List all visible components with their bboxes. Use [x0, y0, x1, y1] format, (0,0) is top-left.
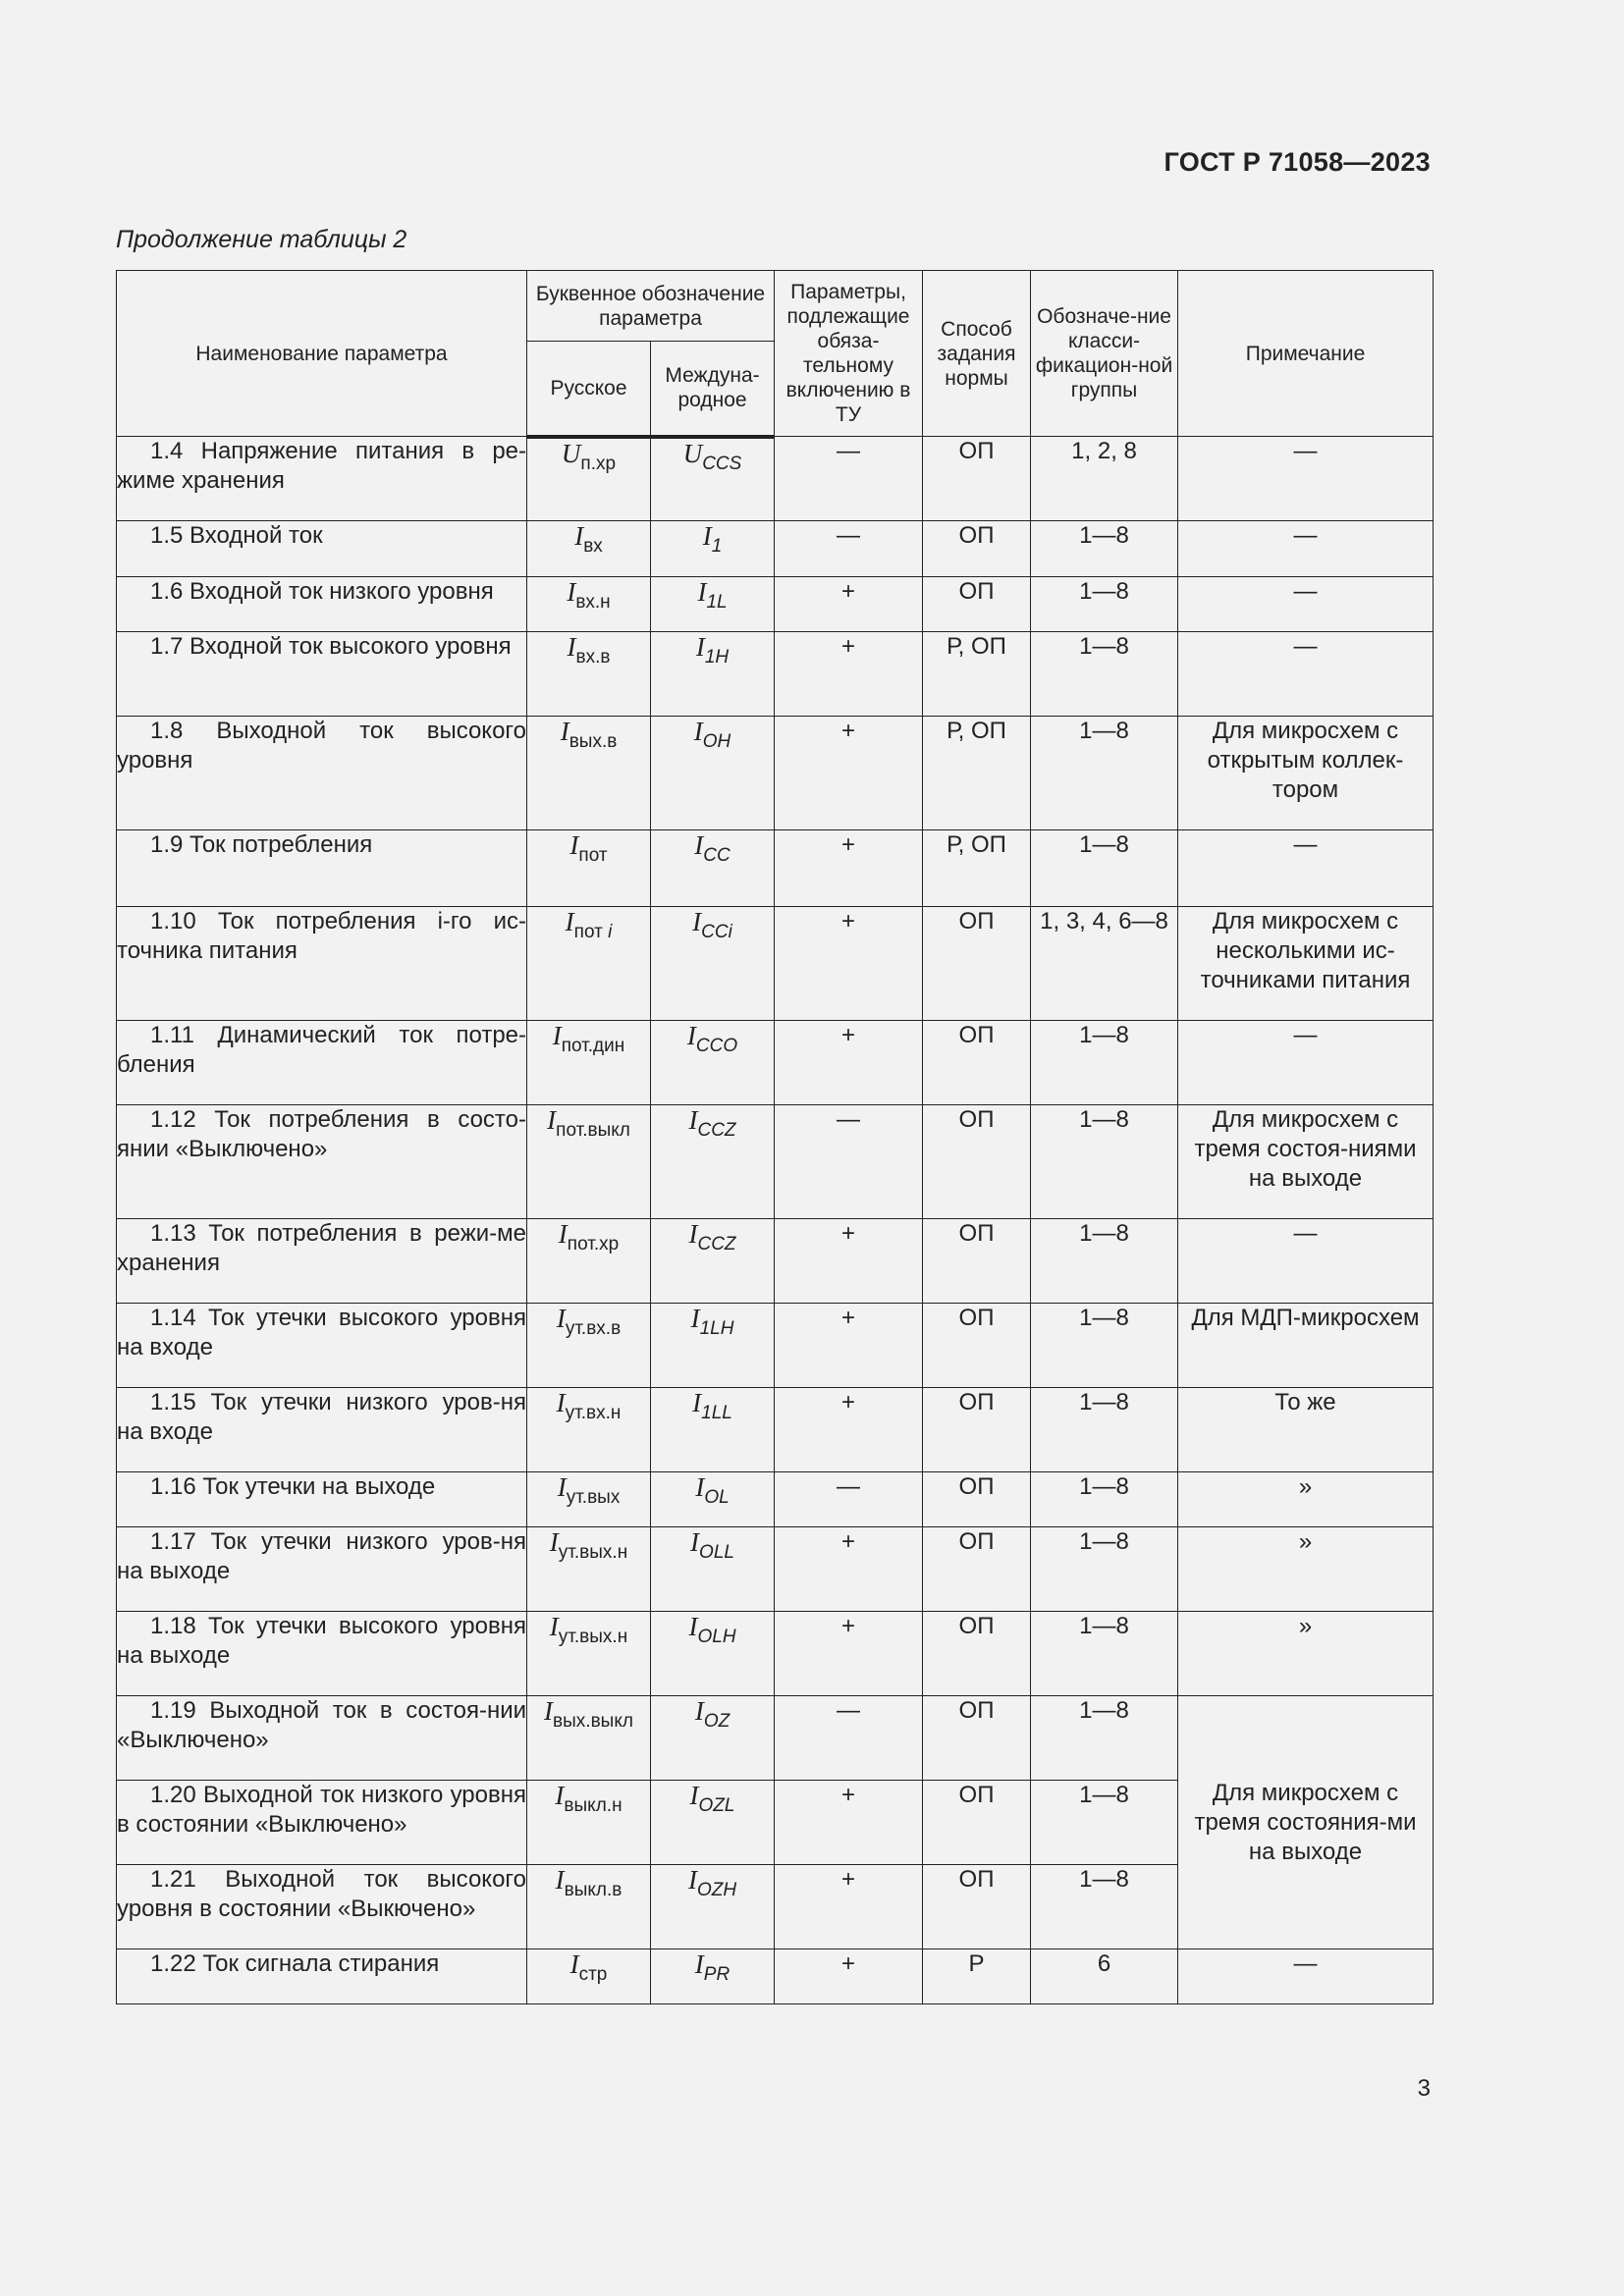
cell-international-symbol — [651, 1388, 775, 1472]
symbol-subscript: 1 — [711, 536, 723, 557]
cell-international-symbol — [651, 717, 775, 830]
cell-mandatory: + — [775, 1021, 923, 1105]
table-row — [117, 521, 1434, 577]
cell-international-symbol — [651, 1527, 775, 1612]
cell-parameter-name — [117, 1949, 527, 2004]
symbol-subscript: CCi — [701, 922, 732, 942]
parameter-name: Ток потребления i-го ис-точника питания — [117, 908, 526, 964]
cell-mandatory: + — [775, 1865, 923, 1949]
parameter-name: Входной ток низкого уровня — [189, 578, 494, 605]
cell-parameter-name — [117, 1021, 527, 1105]
symbol-main: I — [567, 632, 576, 662]
cell-class-group: 1—8 — [1031, 1021, 1178, 1105]
cell-russian-symbol — [527, 1105, 651, 1219]
cell-mandatory: + — [775, 1612, 923, 1696]
symbol-subscript: 1LL — [701, 1403, 732, 1423]
symbol-main: I — [687, 1865, 697, 1895]
cell-international-symbol — [651, 1105, 775, 1219]
symbol-subscript: OZL — [698, 1795, 735, 1816]
symbol-main: I — [547, 1105, 557, 1135]
cell-parameter-name — [117, 1472, 527, 1527]
cell-note: Для микросхем с тремя состоя-ниями на выходе — [1178, 1105, 1434, 1219]
cell-international-symbol — [651, 1021, 775, 1105]
cell-parameter-name — [117, 830, 527, 907]
cell-parameter-name — [117, 1781, 527, 1865]
table-row — [117, 1472, 1434, 1527]
parameter-number: 1.16 — [150, 1473, 196, 1500]
cell-class-group: 1—8 — [1031, 1219, 1178, 1304]
cell-mandatory: + — [775, 1781, 923, 1865]
cell-note: То же — [1178, 1388, 1434, 1472]
parameter-name: Входной ток — [189, 522, 323, 549]
header-method: Способ задания нормы — [923, 271, 1031, 437]
symbol-subscript: OH — [702, 731, 731, 752]
table-row — [117, 1612, 1434, 1696]
cell-note: » — [1178, 1472, 1434, 1527]
header-russian: Русское — [527, 342, 651, 437]
cell-parameter-name — [117, 1696, 527, 1781]
cell-international-symbol — [651, 1949, 775, 2004]
symbol-main: U — [682, 438, 703, 468]
cell-note: — — [1178, 830, 1434, 907]
symbol-subscript: выкл.в — [564, 1880, 623, 1900]
parameter-number: 1.21 — [150, 1866, 196, 1893]
cell-mandatory: — — [775, 1105, 923, 1219]
parameter-number: 1.4 — [150, 438, 184, 464]
symbol-main: I — [686, 1021, 696, 1050]
cell-international-symbol — [651, 907, 775, 1021]
cell-mandatory: + — [775, 1527, 923, 1612]
cell-international-symbol — [651, 1472, 775, 1527]
cell-mandatory: + — [775, 907, 923, 1021]
symbol-subscript: PR — [703, 1964, 731, 1985]
table-row — [117, 1021, 1434, 1105]
cell-method: ОП — [923, 521, 1031, 577]
parameter-number: 1.19 — [150, 1697, 196, 1724]
cell-russian-symbol — [527, 521, 651, 577]
cell-method: ОП — [923, 907, 1031, 1021]
cell-mandatory: — — [775, 437, 923, 521]
symbol-main: I — [702, 521, 712, 551]
symbol-main: U — [561, 438, 581, 468]
parameter-number: 1.14 — [150, 1305, 196, 1331]
cell-method: ОП — [923, 1527, 1031, 1612]
header-mandatory: Параметры, подлежащие обяза-тельному включению в ТУ — [775, 271, 923, 437]
symbol-main: I — [697, 577, 707, 607]
cell-mandatory: + — [775, 1304, 923, 1388]
cell-class-group: 1—8 — [1031, 521, 1178, 577]
cell-russian-symbol — [527, 1219, 651, 1304]
parameter-name: Ток утечки высокого уровня на выходе — [117, 1613, 526, 1669]
parameter-name: Ток утечки низкого уров-ня на выходе — [117, 1528, 526, 1584]
symbol-main: I — [556, 1304, 566, 1333]
symbol-main: I — [569, 830, 579, 860]
header-note: Примечание — [1178, 271, 1434, 437]
cell-note: — — [1178, 1949, 1434, 2004]
parameter-name: Выходной ток низкого уровня в состоянии «Выключено» — [117, 1782, 526, 1838]
parameter-number: 1.10 — [150, 908, 196, 934]
table-row — [117, 577, 1434, 632]
cell-parameter-name — [117, 1527, 527, 1612]
table-row — [117, 717, 1434, 830]
symbol-subscript: пот — [578, 845, 608, 866]
parameter-number: 1.15 — [150, 1389, 196, 1415]
symbol-main: I — [692, 1388, 702, 1417]
parameter-number: 1.20 — [150, 1782, 196, 1808]
cell-class-group: 1, 2, 8 — [1031, 437, 1178, 521]
cell-method: ОП — [923, 1781, 1031, 1865]
cell-parameter-name — [117, 1612, 527, 1696]
symbol-subscript: п.хр — [580, 453, 617, 474]
symbol-main: I — [693, 717, 703, 746]
symbol-main: I — [694, 1696, 704, 1726]
symbol-subscript: CCZ — [697, 1234, 736, 1255]
cell-russian-symbol — [527, 1696, 651, 1781]
symbol-subscript: ут.вх.в — [565, 1318, 622, 1339]
parameter-name: Ток утечки высокого уровня на входе — [117, 1305, 526, 1361]
cell-russian-symbol — [527, 1388, 651, 1472]
parameter-number: 1.18 — [150, 1613, 196, 1639]
cell-russian-symbol — [527, 437, 651, 521]
parameter-name: Ток утечки низкого уров-ня на входе — [117, 1389, 526, 1445]
symbol-subscript: CCZ — [697, 1120, 736, 1141]
parameter-name: Напряжение питания в ре-жиме хранения — [117, 438, 527, 494]
header-class-group: Обозначе-ние класси-фикацион-ной группы — [1031, 271, 1178, 437]
table-row — [117, 1219, 1434, 1304]
parameter-number: 1.11 — [150, 1022, 194, 1048]
parameter-name: Выходной ток высокого уровня в состоянии «Выкючено» — [117, 1866, 526, 1922]
symbol-subscript: пот.дин — [561, 1036, 625, 1056]
header-letter-group: Буквенное обозначение параметра — [527, 271, 775, 342]
parameters-table — [116, 270, 1434, 2004]
cell-note: — — [1178, 1021, 1434, 1105]
parameter-number: 1.5 — [150, 522, 184, 549]
page-number: 3 — [1417, 2075, 1431, 2102]
cell-russian-symbol — [527, 632, 651, 717]
cell-method: ОП — [923, 1472, 1031, 1527]
parameter-number: 1.22 — [150, 1950, 196, 1977]
cell-parameter-name — [117, 437, 527, 521]
symbol-main: I — [549, 1527, 559, 1557]
symbol-subscript: CCO — [695, 1036, 738, 1056]
symbol-subscript: пот.выкл — [556, 1120, 630, 1141]
cell-international-symbol — [651, 437, 775, 521]
cell-class-group: 1—8 — [1031, 1527, 1178, 1612]
parameter-number: 1.8 — [150, 718, 184, 744]
parameter-number: 1.17 — [150, 1528, 196, 1555]
cell-russian-symbol — [527, 1472, 651, 1527]
cell-class-group: 1—8 — [1031, 1696, 1178, 1781]
cell-note: Для микросхем с открытым коллек-тором — [1178, 717, 1434, 830]
cell-international-symbol — [651, 521, 775, 577]
cell-international-symbol — [651, 1304, 775, 1388]
cell-parameter-name — [117, 1865, 527, 1949]
cell-international-symbol — [651, 1781, 775, 1865]
cell-international-symbol — [651, 830, 775, 907]
table-row — [117, 1388, 1434, 1472]
parameter-name: Входной ток высокого уровня — [189, 633, 512, 660]
symbol-main: I — [555, 1865, 565, 1895]
cell-note: — — [1178, 437, 1434, 521]
cell-class-group: 1—8 — [1031, 1105, 1178, 1219]
cell-parameter-name — [117, 907, 527, 1021]
symbol-subscript: ут.вых — [566, 1487, 621, 1508]
cell-russian-symbol — [527, 717, 651, 830]
cell-note: — — [1178, 577, 1434, 632]
parameter-number: 1.12 — [150, 1106, 196, 1133]
parameter-number: 1.9 — [150, 831, 184, 858]
cell-mandatory: + — [775, 830, 923, 907]
symbol-main: I — [567, 577, 576, 607]
cell-method: ОП — [923, 1021, 1031, 1105]
symbol-main: I — [690, 1304, 700, 1333]
cell-mandatory: — — [775, 1472, 923, 1527]
symbol-main: I — [690, 1527, 700, 1557]
cell-method: Р, ОП — [923, 632, 1031, 717]
cell-mandatory: + — [775, 1388, 923, 1472]
cell-method: ОП — [923, 1219, 1031, 1304]
table-row — [117, 1527, 1434, 1612]
cell-note: — — [1178, 521, 1434, 577]
symbol-main: I — [544, 1696, 554, 1726]
parameter-name: Ток утечки на выходе — [202, 1473, 436, 1500]
cell-note: » — [1178, 1612, 1434, 1696]
cell-class-group: 1, 3, 4, 6—8 — [1031, 907, 1178, 1021]
symbol-main: I — [552, 1021, 562, 1050]
cell-class-group: 1—8 — [1031, 1612, 1178, 1696]
cell-method: Р — [923, 1949, 1031, 2004]
symbol-subscript: вх.н — [575, 592, 611, 613]
symbol-subscript: выкл.н — [564, 1795, 623, 1816]
cell-parameter-name — [117, 577, 527, 632]
cell-class-group: 1—8 — [1031, 632, 1178, 717]
cell-note-merged: Для микросхем с тремя состояния-ми на выходе — [1178, 1696, 1434, 1949]
symbol-subscript: ут.вых.н — [558, 1542, 628, 1563]
cell-method: ОП — [923, 577, 1031, 632]
table-row — [117, 632, 1434, 717]
symbol-main: I — [549, 1612, 559, 1641]
symbol-main: I — [574, 521, 584, 551]
parameter-number: 1.6 — [150, 578, 184, 605]
cell-parameter-name — [117, 1304, 527, 1388]
symbol-main: I — [692, 907, 702, 936]
cell-mandatory: + — [775, 1949, 923, 2004]
cell-class-group: 1—8 — [1031, 1472, 1178, 1527]
symbol-main: I — [695, 632, 705, 662]
table-row — [117, 830, 1434, 907]
symbol-main: I — [555, 1781, 565, 1810]
cell-note: Для МДП-микросхем — [1178, 1304, 1434, 1388]
symbol-subscript: 1H — [704, 647, 730, 667]
cell-mandatory: + — [775, 717, 923, 830]
cell-note: » — [1178, 1527, 1434, 1612]
cell-parameter-name — [117, 1219, 527, 1304]
cell-mandatory: + — [775, 577, 923, 632]
document-standard-code: ГОСТ Р 71058—2023 — [1164, 147, 1431, 177]
parameter-number: 1.13 — [150, 1220, 196, 1247]
cell-russian-symbol — [527, 1021, 651, 1105]
symbol-main: I — [688, 1219, 698, 1249]
cell-russian-symbol — [527, 830, 651, 907]
parameter-name: Динамический ток потре-бления — [117, 1022, 527, 1078]
cell-russian-symbol — [527, 1865, 651, 1949]
cell-mandatory: — — [775, 1696, 923, 1781]
cell-russian-symbol — [527, 1527, 651, 1612]
cell-class-group: 1—8 — [1031, 1388, 1178, 1472]
cell-mandatory: + — [775, 1219, 923, 1304]
parameter-name: Выходной ток высокого уровня — [117, 718, 526, 774]
cell-parameter-name — [117, 632, 527, 717]
parameter-name: Ток потребления в состо-янии «Выключено» — [117, 1106, 526, 1162]
symbol-main: I — [695, 1472, 705, 1502]
cell-method: ОП — [923, 1105, 1031, 1219]
symbol-main: I — [569, 1949, 579, 1979]
symbol-main: I — [556, 1388, 566, 1417]
cell-method: Р, ОП — [923, 717, 1031, 830]
cell-parameter-name — [117, 521, 527, 577]
cell-note: — — [1178, 1219, 1434, 1304]
symbol-main: I — [557, 1472, 567, 1502]
table-row — [117, 1696, 1434, 1781]
cell-russian-symbol — [527, 1949, 651, 2004]
symbol-subscript: ут.вх.н — [565, 1403, 622, 1423]
symbol-subscript: OLL — [699, 1542, 734, 1563]
cell-method: ОП — [923, 437, 1031, 521]
table-caption: Продолжение таблицы 2 — [116, 226, 407, 253]
symbol-subscript: пот.хр — [567, 1234, 620, 1255]
cell-note: Для микросхем с несколькими ис-точниками питания — [1178, 907, 1434, 1021]
cell-note: — — [1178, 632, 1434, 717]
cell-method: ОП — [923, 1304, 1031, 1388]
symbol-main: I — [689, 1781, 699, 1810]
symbol-subscript: CC — [703, 845, 731, 866]
cell-parameter-name — [117, 1388, 527, 1472]
cell-international-symbol — [651, 577, 775, 632]
table-row — [117, 1304, 1434, 1388]
symbol-subscript: пот i — [573, 922, 613, 942]
symbol-subscript: OZH — [696, 1880, 737, 1900]
parameter-name: Ток потребления — [189, 831, 373, 858]
cell-class-group: 1—8 — [1031, 577, 1178, 632]
symbol-main: I — [565, 907, 574, 936]
parameter-name: Ток сигнала стирания — [202, 1950, 440, 1977]
symbol-subscript: 1LH — [699, 1318, 734, 1339]
cell-class-group: 1—8 — [1031, 1781, 1178, 1865]
symbol-main: I — [558, 1219, 568, 1249]
cell-russian-symbol — [527, 577, 651, 632]
symbol-subscript: вх.в — [575, 647, 611, 667]
cell-method: ОП — [923, 1612, 1031, 1696]
parameter-name: Ток потребления в режи-ме хранения — [117, 1220, 526, 1276]
cell-international-symbol — [651, 1219, 775, 1304]
cell-class-group: 1—8 — [1031, 1304, 1178, 1388]
symbol-main: I — [694, 1949, 704, 1979]
symbol-subscript: ут.вых.н — [558, 1627, 628, 1647]
symbol-subscript: стр — [578, 1964, 608, 1985]
symbol-subscript: OZ — [703, 1711, 731, 1732]
cell-international-symbol — [651, 1696, 775, 1781]
cell-method: ОП — [923, 1696, 1031, 1781]
cell-russian-symbol — [527, 1781, 651, 1865]
cell-class-group: 6 — [1031, 1949, 1178, 2004]
header-name: Наименование параметра — [117, 271, 527, 437]
table-row — [117, 1949, 1434, 2004]
symbol-subscript: вх — [583, 536, 603, 557]
cell-class-group: 1—8 — [1031, 717, 1178, 830]
header-international: Междуна-родное — [651, 342, 775, 437]
cell-mandatory: — — [775, 521, 923, 577]
symbol-main: I — [560, 717, 569, 746]
symbol-subscript: OL — [704, 1487, 730, 1508]
cell-parameter-name — [117, 1105, 527, 1219]
parameter-name: Выходной ток в состоя-нии «Выключено» — [117, 1697, 527, 1753]
cell-mandatory: + — [775, 632, 923, 717]
cell-parameter-name — [117, 717, 527, 830]
symbol-subscript: вых.выкл — [553, 1711, 633, 1732]
cell-russian-symbol — [527, 1304, 651, 1388]
parameter-number: 1.7 — [150, 633, 184, 660]
cell-russian-symbol — [527, 907, 651, 1021]
symbol-main: I — [688, 1105, 698, 1135]
table-row — [117, 1105, 1434, 1219]
cell-international-symbol — [651, 632, 775, 717]
symbol-subscript: OLH — [697, 1627, 736, 1647]
cell-russian-symbol — [527, 1612, 651, 1696]
symbol-main: I — [694, 830, 704, 860]
symbol-subscript: CCS — [702, 453, 742, 474]
cell-class-group: 1—8 — [1031, 830, 1178, 907]
cell-method: Р, ОП — [923, 830, 1031, 907]
symbol-main: I — [688, 1612, 698, 1641]
cell-class-group: 1—8 — [1031, 1865, 1178, 1949]
symbol-subscript: вых.в — [568, 731, 618, 752]
symbol-subscript: 1L — [706, 592, 728, 613]
table-row — [117, 437, 1434, 521]
table-row — [117, 907, 1434, 1021]
cell-method: ОП — [923, 1388, 1031, 1472]
cell-international-symbol — [651, 1865, 775, 1949]
cell-method: ОП — [923, 1865, 1031, 1949]
cell-international-symbol — [651, 1612, 775, 1696]
